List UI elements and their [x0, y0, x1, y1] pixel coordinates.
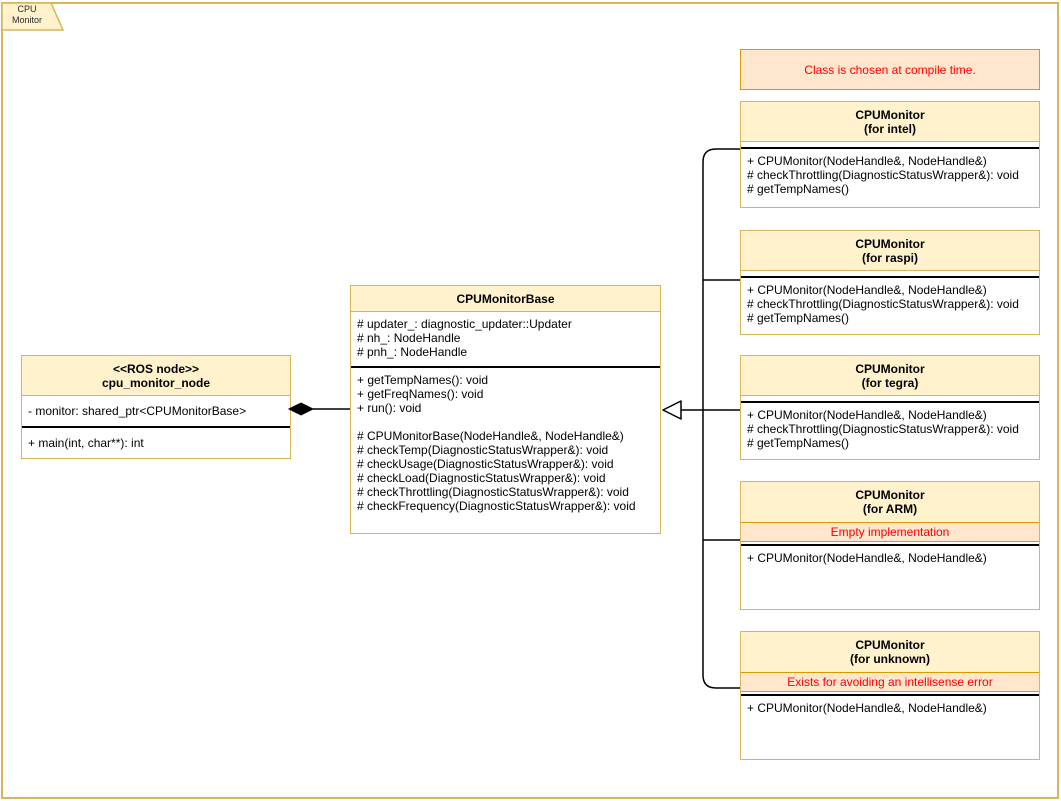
attributes-compartment — [741, 396, 1039, 403]
member-line: + CPUMonitor(NodeHandle&, NodeHandle&) — [747, 283, 987, 297]
member-line: + CPUMonitor(NodeHandle&, NodeHandle&) — [747, 551, 987, 565]
attributes-compartment — [22, 396, 290, 428]
attributes-compartment — [741, 142, 1039, 149]
class-variant: (for unknown) — [850, 652, 930, 666]
class-header — [741, 102, 1039, 142]
class-cpumonitorbase[interactable] — [350, 285, 661, 534]
class-header — [741, 632, 1039, 672]
frame-tab[interactable] — [1, 2, 65, 32]
member-line: + main(int, char**): int — [28, 436, 144, 450]
method-group-spacer — [357, 415, 654, 429]
member-line: # pnh_: NodeHandle — [357, 345, 468, 359]
class-header — [351, 286, 660, 312]
class-variant: (for intel) — [864, 121, 916, 136]
member-line: # updater_: diagnostic_updater::Updater — [357, 317, 572, 331]
class-variant: (for tegra) — [861, 375, 919, 390]
member-line: # getTempNames() — [747, 436, 850, 450]
member-line: + getFreqNames(): void — [357, 387, 484, 401]
class-header — [741, 356, 1039, 396]
member-line: # checkThrottling(DiagnosticStatusWrapper&): void — [747, 168, 1019, 182]
attributes-compartment — [351, 312, 660, 368]
member-line: # checkFrequency(DiagnosticStatusWrapper&): void — [357, 499, 636, 513]
member-line: + getTempNames(): void — [357, 373, 489, 387]
class-header — [741, 231, 1039, 271]
class-name: cpu_monitor_node — [101, 375, 210, 390]
methods-compartment — [741, 546, 1039, 609]
member-line: # checkUsage(DiagnosticStatusWrapper&): void — [357, 457, 614, 471]
member-line: # nh_: NodeHandle — [357, 331, 461, 345]
methods-compartment — [741, 696, 1039, 759]
class-name: CPUMonitor — [855, 488, 925, 502]
member-line: # getTempNames() — [747, 182, 850, 196]
note-compile-time-text: Class is chosen at compile time. — [804, 62, 976, 77]
member-line: # checkThrottling(DiagnosticStatusWrapper&): void — [357, 485, 629, 499]
class-cpumonitor-tegra[interactable] — [740, 355, 1040, 460]
methods-compartment — [741, 149, 1039, 207]
methods-compartment — [22, 428, 290, 458]
member-line: + CPUMonitor(NodeHandle&, NodeHandle&) — [747, 408, 987, 422]
methods-compartment — [741, 278, 1039, 334]
class-cpu-monitor-node[interactable] — [21, 355, 291, 459]
member-line: + CPUMonitor(NodeHandle&, NodeHandle&) — [747, 154, 987, 168]
frame-tab-label: CPU Monitor — [11, 4, 42, 25]
member-line: # checkLoad(DiagnosticStatusWrapper&): void — [357, 471, 606, 485]
class-cpumonitor-raspi[interactable] — [740, 230, 1040, 335]
class-name: CPUMonitor — [855, 638, 925, 652]
class-name: CPUMonitor — [855, 361, 925, 376]
member-line: # checkTemp(DiagnosticStatusWrapper&): void — [357, 443, 609, 457]
methods-compartment — [351, 368, 660, 533]
note-empty-implementation[interactable]: Empty implementation — [741, 522, 1039, 542]
class-header — [22, 356, 290, 396]
member-line: # checkThrottling(DiagnosticStatusWrapper&): void — [747, 297, 1019, 311]
class-stereotype: <<ROS node>> — [112, 361, 200, 376]
class-name: CPUMonitor — [855, 236, 925, 251]
attributes-compartment — [741, 271, 1039, 278]
class-name: CPUMonitor — [855, 107, 925, 122]
class-header — [741, 482, 1039, 522]
class-variant: (for raspi) — [861, 250, 918, 265]
class-variant: (for ARM) — [862, 502, 918, 516]
member-line: - monitor: shared_ptr<CPUMonitorBase> — [28, 404, 247, 418]
class-cpumonitor-arm[interactable] — [740, 481, 1040, 610]
member-line: # checkThrottling(DiagnosticStatusWrapper&): void — [747, 422, 1019, 436]
public-methods — [357, 373, 654, 415]
member-line: # CPUMonitorBase(NodeHandle&, NodeHandle&) — [357, 429, 624, 443]
note-intellisense[interactable]: Exists for avoiding an intellisense error — [741, 672, 1039, 692]
member-line: + CPUMonitor(NodeHandle&, NodeHandle&) — [747, 701, 987, 715]
methods-compartment — [741, 403, 1039, 459]
protected-methods — [357, 429, 654, 513]
member-line: + run(): void — [357, 401, 422, 415]
class-name: CPUMonitorBase — [456, 291, 555, 306]
class-cpumonitor-unknown[interactable] — [740, 631, 1040, 760]
member-line: # getTempNames() — [747, 311, 850, 325]
class-cpumonitor-intel[interactable] — [740, 101, 1040, 208]
note-compile-time[interactable] — [740, 49, 1040, 90]
